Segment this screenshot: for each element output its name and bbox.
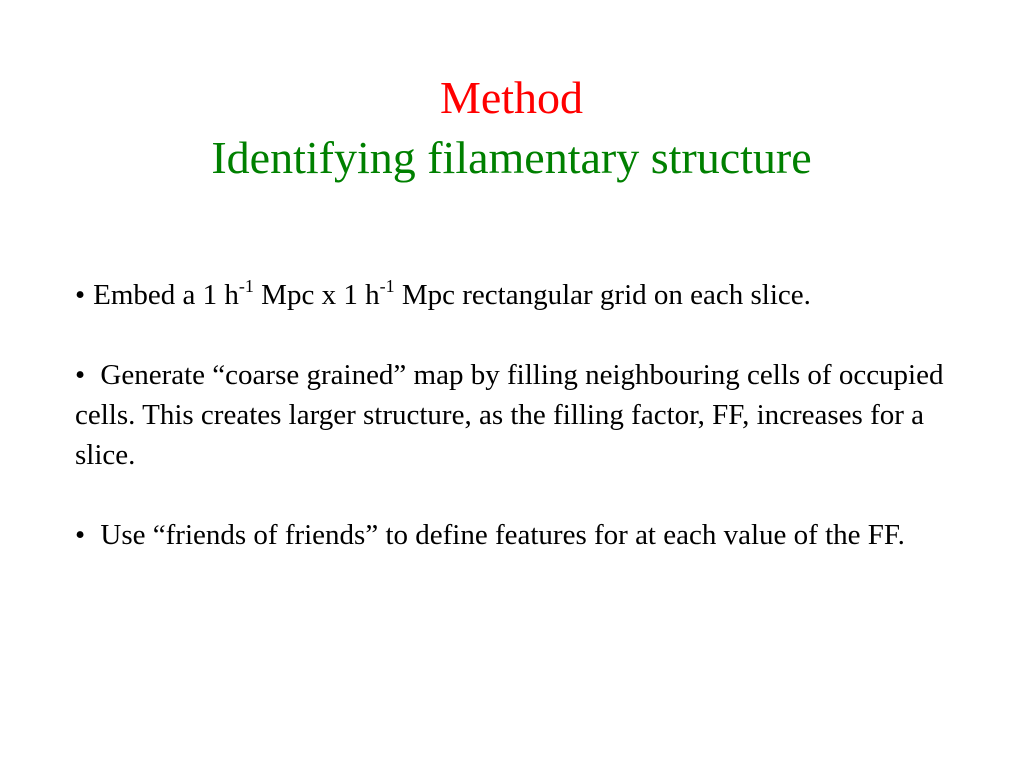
bullet-item-coarse-grained	[75, 355, 955, 475]
bullet-item-friends-of-friends	[75, 515, 955, 555]
superscript: -1	[238, 276, 254, 296]
bullet-text: Mpc x 1 h	[253, 279, 380, 311]
bullet-list	[75, 275, 955, 555]
bullet-text: Use “friends of friends” to define features for at each value of the FF.	[93, 519, 905, 551]
superscript: -1	[379, 276, 395, 296]
bullet-marker: •	[75, 359, 86, 391]
bullet-text: Embed a 1 h	[93, 279, 239, 311]
bullet-text: Generate “coarse grained” map by filling neighbouring cells of occupied cells. This creates larger structure, as the filling factor, FF, increases for a slice.	[75, 359, 944, 471]
bullet-marker: •	[75, 279, 86, 311]
slide-title: Method	[439, 72, 584, 123]
slide-subtitle: Identifying filamentary structure	[211, 132, 812, 183]
bullet-marker: •	[75, 519, 86, 551]
bullet-text: Mpc rectangular grid on each slice.	[394, 279, 811, 311]
bullet-item-grid	[75, 275, 955, 315]
title-block	[0, 70, 1023, 186]
